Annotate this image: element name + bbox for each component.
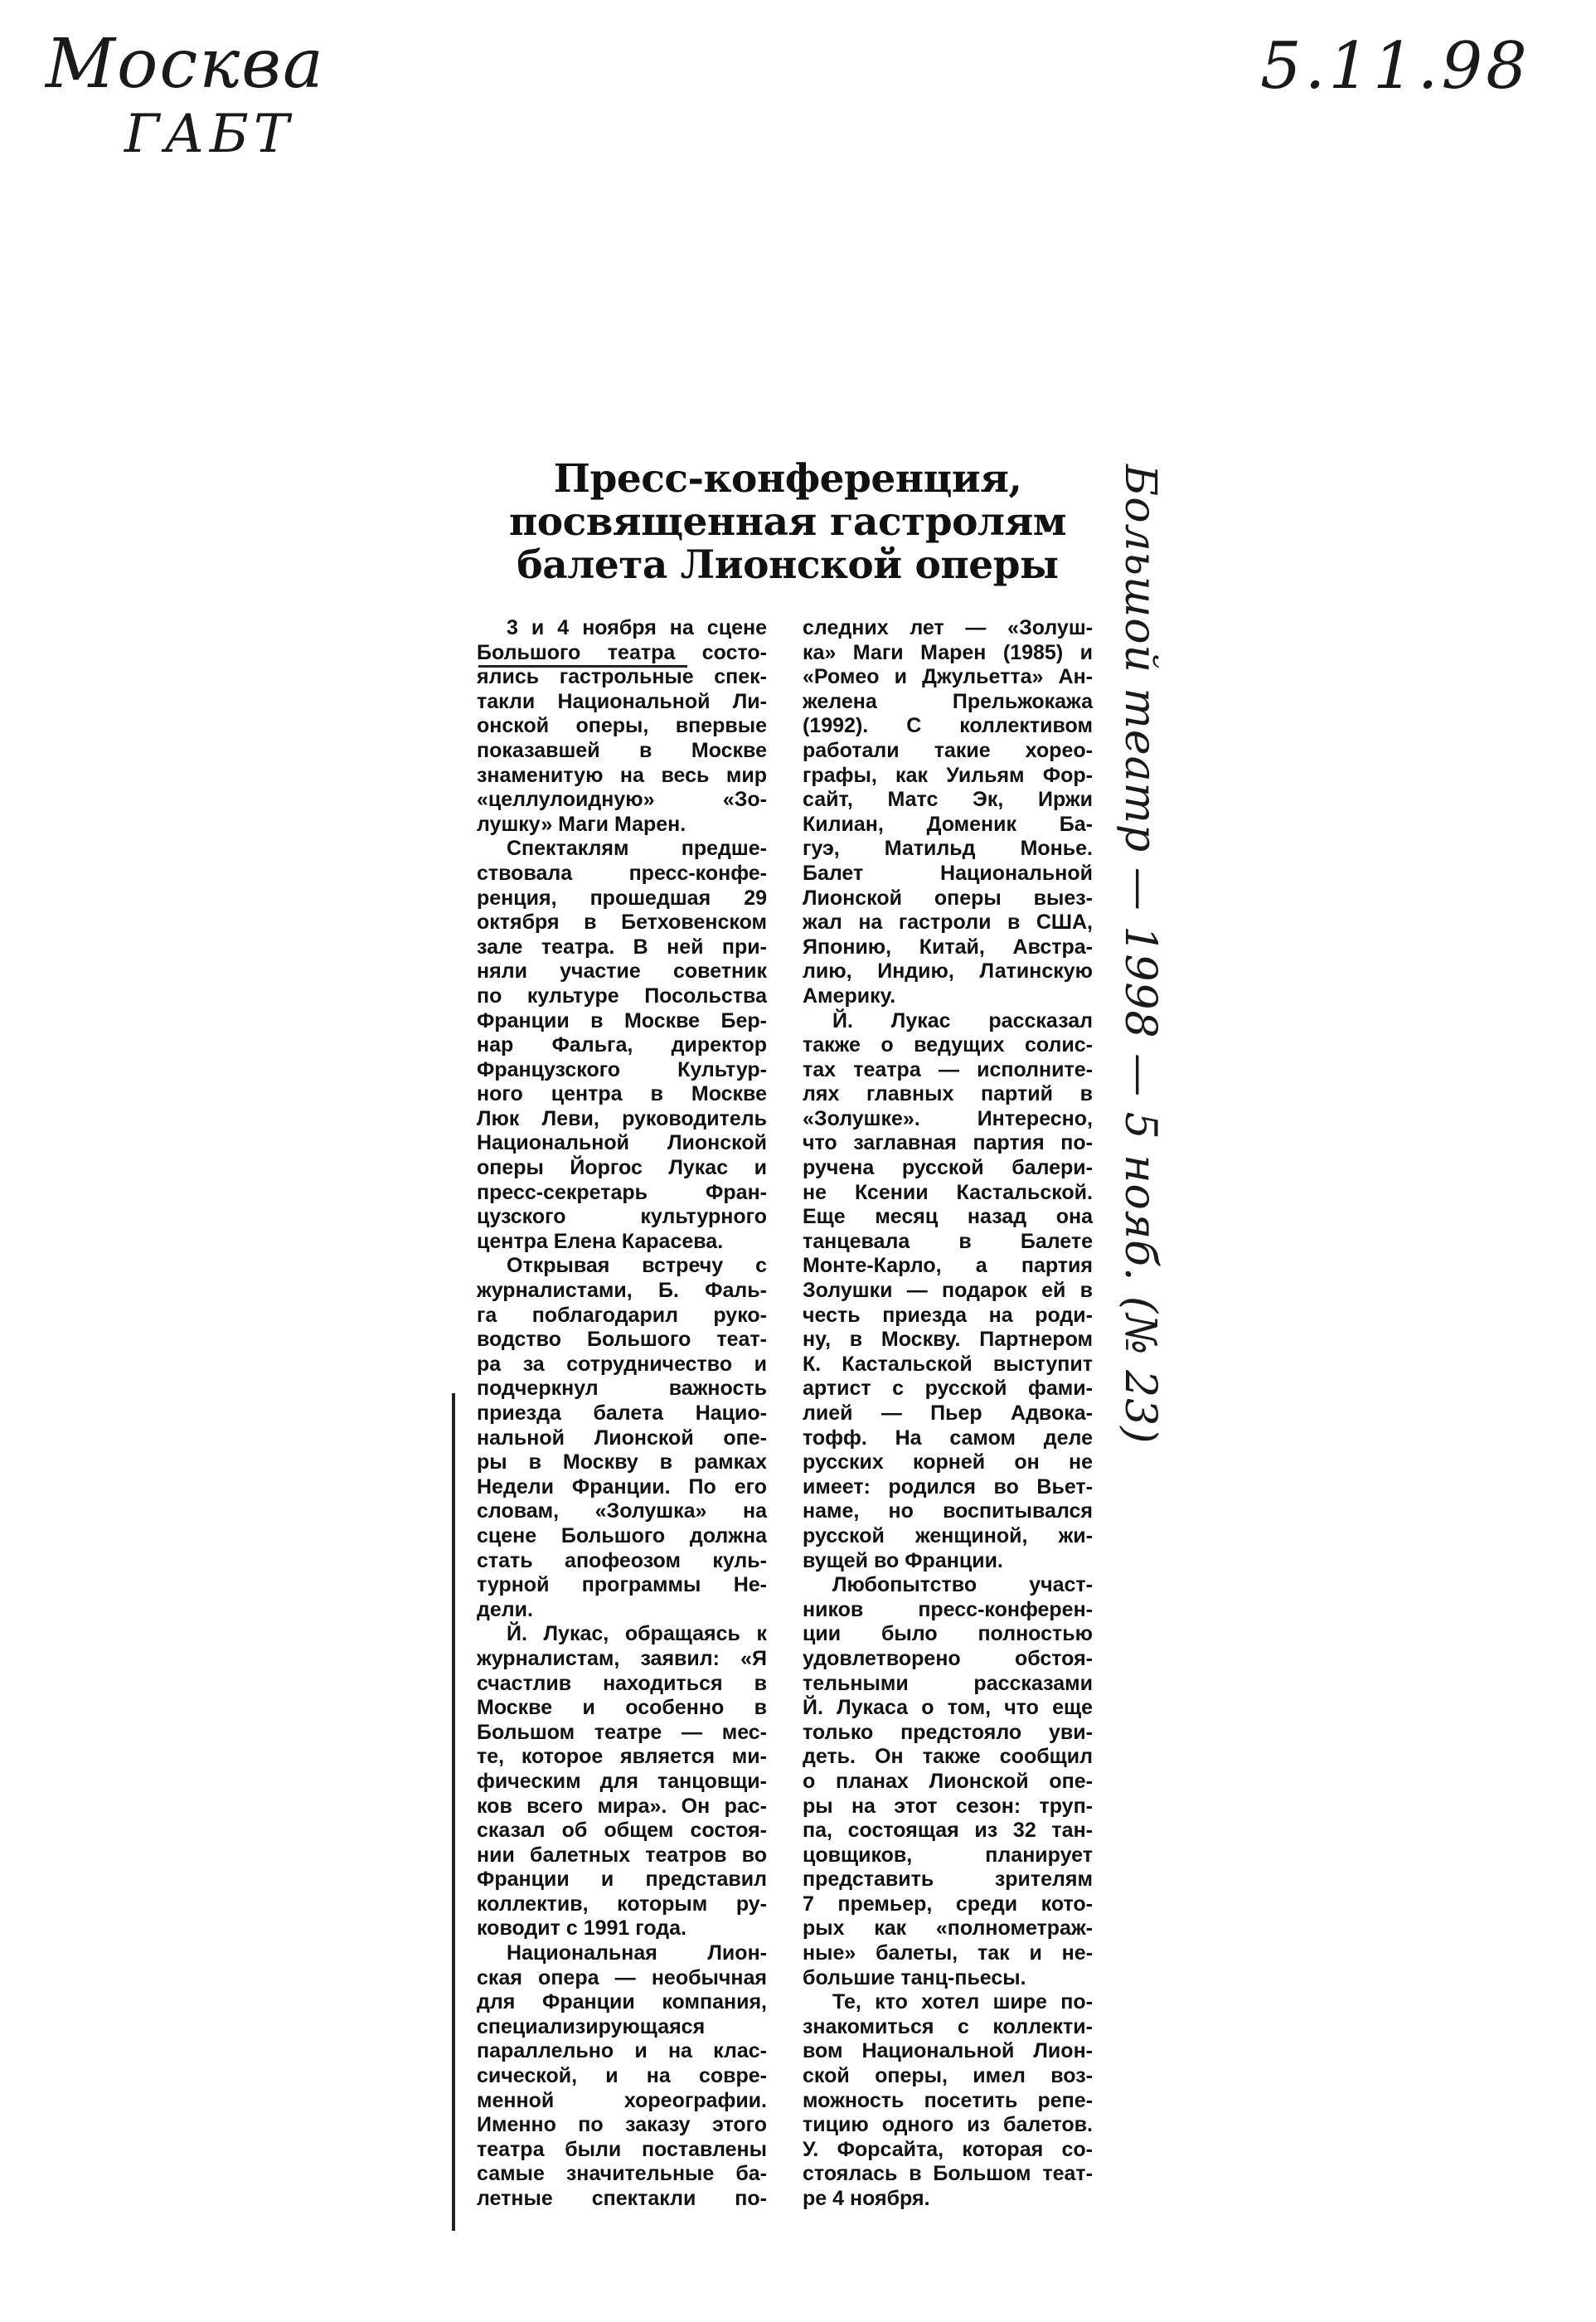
paragraph (803, 1990, 1093, 2211)
text-line: русских корней он не (803, 1450, 1093, 1474)
text-line: Килиан, Доменик Ба- (803, 812, 1093, 836)
text-line: сказал об общем состоя- (477, 1819, 767, 1843)
text-line: онской оперы, впервые (477, 714, 767, 738)
paragraph (803, 616, 1093, 1009)
text-line: лией — Пьер Адвока- (803, 1401, 1093, 1425)
text-line: Открывая встречу с (507, 1254, 767, 1278)
text-line: цовщиков, планирует (803, 1843, 1093, 1867)
text-line: стоялась в Большом теат- (803, 2162, 1093, 2186)
text-line: ного центра в Москве (477, 1082, 767, 1106)
text-line: Национальной Лионской (477, 1131, 767, 1155)
text-line: Монте-Карло, а партия (803, 1254, 1093, 1278)
text-line: няли участие советник (477, 959, 767, 984)
text-line: ской оперы, имел воз- (803, 2064, 1093, 2088)
text-line: жал на гастроли в США, (803, 911, 1093, 935)
article-column-left (477, 616, 767, 2212)
text-line: ре 4 ноября. (803, 2187, 930, 2210)
text-line: дели. (477, 1597, 533, 1621)
text-line: октября в Бетховенском (477, 911, 767, 935)
text-line: также о ведущих солис- (803, 1033, 1093, 1057)
text-line: Еще месяц назад она (803, 1205, 1093, 1229)
text-line: га поблагодарил руко- (477, 1303, 767, 1327)
text-line: словам, «Золушка» на (477, 1499, 767, 1523)
text-line: ская опера — необычная (477, 1965, 767, 1989)
text-line: тельными рассказами (803, 1671, 1093, 1695)
text-line: ры на этот сезон: труп- (803, 1794, 1093, 1818)
text-line: лях главных партий в (803, 1082, 1093, 1106)
text-line: ников пресс-конферен- (803, 1597, 1093, 1621)
text-line: летные спектакли по- (477, 2187, 767, 2210)
text-line: знакомиться с коллекти- (803, 2014, 1093, 2038)
text-line: честь приезда на роди- (803, 1303, 1093, 1327)
text-line: сцене Большого должна (477, 1523, 767, 1547)
text-line: наме, но воспитывался (803, 1499, 1093, 1523)
text-line: вом Национальной Лион- (803, 2039, 1093, 2063)
text-line: русской женщиной, жи- (803, 1523, 1093, 1547)
text-line: деть. Он также сообщил (803, 1745, 1093, 1769)
text-line: удовлетворено обстоя- (803, 1646, 1093, 1670)
text-line: менной хореографии. (477, 2088, 767, 2112)
text-line: «целлулоидную» «Зо- (477, 788, 767, 812)
article-title (464, 458, 1111, 587)
text-line: подчеркнул важность (477, 1377, 767, 1401)
text-line: рых как «полнометраж- (803, 1916, 1093, 1941)
text-line: не Ксении Кастальской. (803, 1180, 1093, 1204)
text-line: графы, как Уильям Фор- (803, 763, 1093, 787)
text-line: Й. Лукаса о том, что еще (803, 1696, 1093, 1720)
text-line: такли Национальной Ли- (477, 689, 767, 713)
handwritten-city: Москва (46, 25, 325, 104)
text-line: ка» Маги Марен (1985) и (803, 640, 1093, 664)
text-line: Балет Национальной (803, 861, 1093, 885)
text-line: Америку. (803, 984, 896, 1008)
paragraph (803, 1573, 1093, 1990)
text-line: театра были поставлены (477, 2137, 767, 2161)
text-line: можность посетить репе- (803, 2088, 1093, 2112)
text-line: ну, в Москву. Партнером (803, 1328, 1093, 1352)
text-line: «Ромео и Джульетта» Ан- (803, 665, 1093, 689)
text-line: У. Форсайта, которая со- (803, 2137, 1093, 2161)
text-line: Лионской оперы выез- (803, 886, 1093, 910)
text-line: танцевала в Балете (803, 1229, 1093, 1253)
text-line: представить зрителям (803, 1868, 1093, 1892)
text-line: (1992). С коллективом (803, 714, 1093, 738)
text-line: Франции и представил (477, 1868, 767, 1892)
text-line: ков всего мира». Он рас- (477, 1794, 767, 1818)
text-line: коллектив, которым ру- (477, 1892, 767, 1916)
text-line: Любопытство участ- (832, 1573, 1093, 1597)
text-line: тицию одного из балетов. (803, 2113, 1093, 2137)
text-line: счастлив находиться в (477, 1671, 767, 1695)
text-line: Национальная Лион- (507, 1941, 767, 1965)
text-line: 3 и 4 ноября на сцене (507, 616, 767, 639)
text-line: 7 премьер, среди кото- (803, 1892, 1093, 1916)
paragraph (477, 616, 767, 837)
text-line: следних лет — «Золуш- (803, 616, 1093, 639)
text-line: Японию, Китай, Австра- (803, 935, 1093, 959)
text-line: большие танц-пьесы. (803, 1965, 1026, 1989)
text-line: только предстояло уви- (803, 1720, 1093, 1744)
text-line: специализирующаяся (477, 2014, 706, 2038)
text-line: турной программы Не- (477, 1573, 767, 1597)
paragraph (477, 1622, 767, 1941)
paragraph (803, 1009, 1093, 1574)
text-line: тофф. На самом деле (803, 1426, 1093, 1450)
text-line: Спектаклям предше- (507, 837, 767, 861)
text-line: ции было полностью (803, 1622, 1093, 1646)
text-line: работали такие хорео- (803, 738, 1093, 762)
text-line: желена Прельжокажа (803, 689, 1093, 713)
text-line: журналистами, Б. Фаль- (477, 1279, 767, 1303)
text-line: Й. Лукас рассказал (832, 1008, 1093, 1032)
title-line: балета Лионской оперы (517, 542, 1059, 588)
text-line: лушку» Маги Марен. (477, 812, 686, 836)
text-line: ствовала пресс-конфе- (477, 861, 767, 885)
handwritten-theatre: ГАБТ (124, 104, 294, 165)
text-line: вущей во Франции. (803, 1548, 1003, 1572)
paragraph (477, 837, 767, 1254)
text-line: что заглавная партия по- (803, 1131, 1093, 1155)
text-line: Большого театра состо- (477, 640, 767, 664)
text-line: водство Большого теат- (477, 1328, 767, 1352)
text-line: ра за сотрудничество и (477, 1352, 767, 1376)
text-line: тах театра — исполните- (803, 1057, 1093, 1081)
text-line: по культуре Посольства (477, 984, 767, 1008)
text-line: К. Кастальской выступит (803, 1352, 1093, 1376)
text-line: Недели Франции. По его (477, 1474, 767, 1499)
text-line: те, которое является ми- (477, 1745, 767, 1769)
text-line: ялись гастрольные спек- (477, 665, 767, 689)
text-line: лию, Индию, Латинскую (803, 959, 1093, 984)
column-rule (452, 1393, 455, 2231)
text-line: сайт, Матс Эк, Иржи (803, 788, 1093, 812)
text-line: Й. Лукас, обращаясь к (507, 1622, 767, 1646)
text-line: знаменитую на весь мир (477, 763, 767, 787)
text-line: Французского Культур- (477, 1057, 767, 1081)
text-line: приезда балета Нацио- (477, 1401, 767, 1425)
article-column-right (803, 616, 1093, 2212)
text-line: о планах Лионской опе- (803, 1769, 1093, 1793)
text-line: Франции в Москве Бер- (477, 1008, 767, 1032)
text-line: цузского культурного (477, 1205, 767, 1229)
text-line: фическим для танцовщи- (477, 1769, 767, 1793)
text-line: сической, и на совре- (477, 2064, 767, 2088)
title-line: посвященная гастролям (508, 499, 1067, 545)
text-line: ные» балеты, так и не- (803, 1941, 1093, 1965)
text-line: «Золушке». Интересно, (803, 1106, 1093, 1130)
text-line: Москве и особенно в (477, 1696, 767, 1720)
handwritten-source-note: Большой театр — 1998 — 5 нояб. (№ 23) (1115, 464, 1165, 1445)
text-line: Те, кто хотел шире по- (832, 1990, 1093, 2014)
text-line: оперы Йоргос Лукас и (477, 1156, 767, 1180)
text-line: имеет: родился во Вьет- (803, 1474, 1093, 1499)
text-line: Именно по заказу этого (477, 2113, 767, 2137)
paragraph (477, 1941, 767, 2212)
text-line: Люк Леви, руководитель (477, 1106, 767, 1130)
handwritten-date: 5.11.98 (1260, 29, 1531, 104)
text-line: центра Елена Карасева. (477, 1229, 724, 1253)
text-line: ручена русской балери- (803, 1156, 1093, 1180)
text-line: нар Фальга, директор (477, 1033, 767, 1057)
text-line: пресс-секретарь Фран- (477, 1180, 767, 1204)
text-line: журналистам, заявил: «Я (477, 1646, 767, 1670)
text-line: нии балетных театров во (477, 1843, 767, 1867)
text-line: параллельно и на клас- (477, 2039, 767, 2063)
text-line: самые значительные ба- (477, 2162, 767, 2186)
text-line: гуэ, Матильд Монье. (803, 837, 1093, 861)
title-line: Пресс-конференция, (553, 456, 1022, 502)
text-line: зале театра. В ней при- (477, 935, 767, 959)
text-line: нальной Лионской опе- (477, 1426, 767, 1450)
text-line: ры в Москву в рамках (477, 1450, 767, 1474)
text-line: Золушки — подарок ей в (803, 1279, 1093, 1303)
text-line: показавшей в Москве (477, 738, 767, 762)
text-line: стать апофеозом куль- (477, 1548, 767, 1572)
text-line: Большом театре — мес- (477, 1720, 767, 1744)
text-line: артист с русской фами- (803, 1377, 1093, 1401)
text-line: ководит с 1991 года. (477, 1916, 687, 1941)
text-line: для Франции компания, (477, 1990, 767, 2014)
text-line: па, состоящая из 32 тан- (803, 1819, 1093, 1843)
paragraph (477, 1254, 767, 1622)
text-line: ренция, прошедшая 29 (477, 886, 767, 910)
